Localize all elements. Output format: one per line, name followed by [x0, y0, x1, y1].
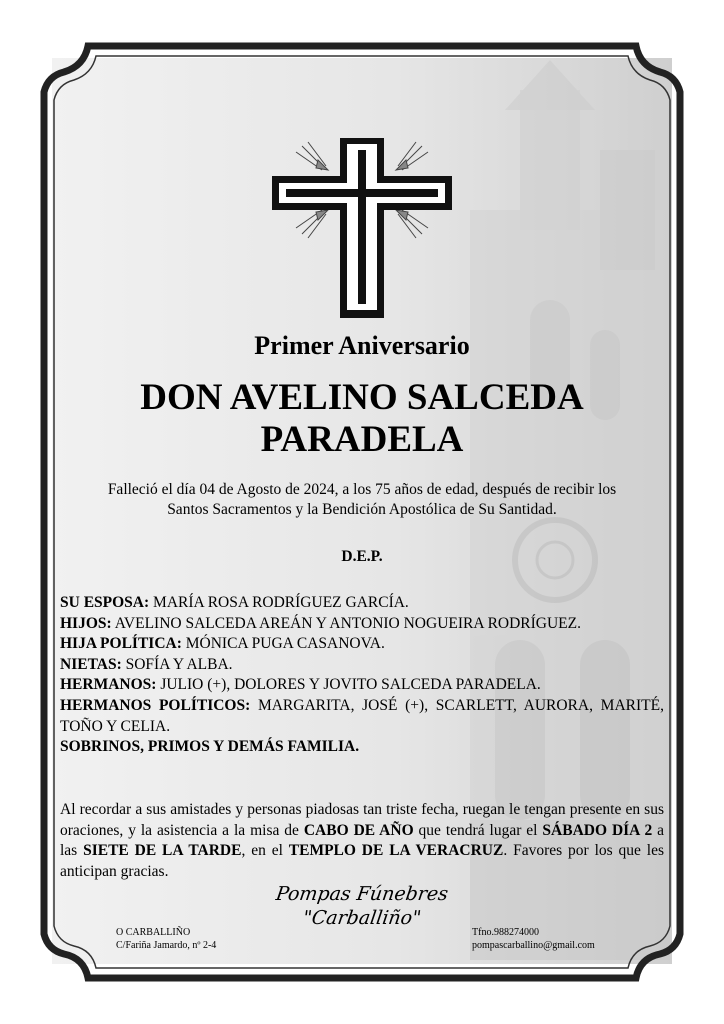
footer-contact — [472, 926, 595, 952]
family-row-children — [60, 614, 664, 635]
cross-shape — [272, 138, 452, 318]
family-row-granddaughters — [60, 655, 664, 676]
ray-top-right — [396, 142, 428, 170]
intro-line-2: Santos Sacramentos y la Bendición Apostólica de Su Santidad. — [167, 501, 557, 518]
logo-line-1: Pompas Fúnebres — [274, 883, 450, 905]
closing-emphasis: SIETE DE LA TARDE — [83, 842, 242, 860]
family-label: NIETAS: — [60, 655, 122, 673]
family-row-spouse — [60, 593, 664, 614]
closing-emphasis: CABO DE AÑO — [303, 821, 414, 839]
ray-bottom-right — [396, 210, 428, 238]
family-row-daughter-in-law — [60, 634, 664, 655]
family-value: MARÍA ROSA RODRÍGUEZ GARCÍA. — [149, 594, 409, 611]
footer-phone: Tfno.988274000 — [472, 927, 539, 938]
footer-street: C/Fariña Jamardo, nº 2-4 — [116, 940, 217, 951]
family-value: JULIO (+), DOLORES Y JOVITO SALCEDA PARADELA. — [156, 676, 541, 694]
closing-text: que tendrá lugar el — [413, 821, 543, 839]
family-label: SOBRINOS, PRIMOS Y DEMÁS FAMILIA. — [60, 738, 360, 756]
footer-address — [116, 926, 216, 952]
closing-text: . Favores por los que les anticipan gracias. — [60, 842, 664, 880]
closing-text: , en el — [241, 842, 289, 860]
family-value: AVELINO SALCEDA AREÁN Y ANTONIO NOGUEIRA RODRÍGUEZ. — [111, 614, 581, 632]
ray-top-left — [296, 142, 328, 170]
subtitle: Primer Aniversario — [254, 331, 470, 360]
family-label: HIJA POLÍTICA: — [60, 635, 182, 653]
funeral-home-logo — [276, 882, 448, 930]
cross-icon — [262, 138, 462, 318]
closing-paragraph — [60, 800, 664, 882]
closing-text: Al recordar a sus amistades y personas piadosas tan triste fecha, ruegan le tengan presente en sus oraciones, y la asistencia a la misa de — [60, 801, 664, 839]
family-label: HIJOS: — [60, 614, 112, 632]
deceased-name — [60, 377, 664, 461]
family-value: MÓNICA PUGA CASANOVA. — [181, 635, 385, 653]
closing-emphasis: TEMPLO DE LA VERACRUZ — [288, 842, 504, 860]
family-label: HERMANOS: — [60, 676, 157, 694]
closing-emphasis: SÁBADO DÍA 2 — [542, 821, 653, 839]
family-label: SU ESPOSA: — [60, 594, 150, 611]
family-row-siblings — [60, 675, 664, 696]
family-list — [60, 593, 664, 758]
logo-line-2: "Carballiño" — [301, 907, 423, 929]
name-line-1: DON AVELINO SALCEDA — [140, 377, 584, 418]
family-row-siblings-in-law — [60, 696, 664, 737]
dep-heading: D.E.P. — [341, 548, 383, 565]
footer-town: O CARBALLIÑO — [116, 927, 191, 938]
family-row-relatives — [60, 737, 664, 758]
family-label: HERMANOS POLÍTICOS: — [60, 696, 251, 714]
family-value: SOFÍA Y ALBA. — [121, 655, 233, 673]
footer-email: pompascarballino@gmail.com — [472, 940, 595, 951]
name-line-2: PARADELA — [260, 419, 464, 460]
family-value: MARGARITA, JOSÉ (+), SCARLETT, AURORA, MARITÉ, TOÑO Y CELIA. — [60, 696, 664, 735]
ray-bottom-left — [296, 210, 328, 238]
intro-line-1: Falleció el día 04 de Agosto de 2024, a los 75 años de edad, después de recibir los — [107, 481, 617, 498]
death-notice-text — [70, 480, 654, 520]
closing-text: a las — [60, 821, 665, 860]
